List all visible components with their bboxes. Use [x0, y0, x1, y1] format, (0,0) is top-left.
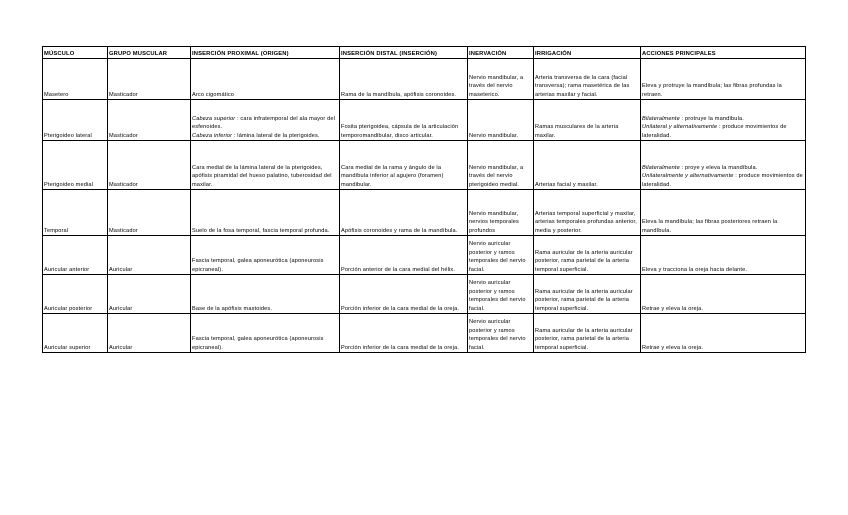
cell-grupo: Masticador — [108, 59, 191, 100]
header-insercion-proximal: INSERCIÓN PROXIMAL (ORIGEN) — [191, 47, 340, 59]
cell-irrigacion: Arterias temporal superficial y maxilar, arterias temporales profundas anterior, media y posterior. — [534, 190, 641, 236]
proximal-line-2: Cabeza inferior : lámina lateral de la pterigoides. — [192, 132, 320, 139]
proximal-line-1: Cabeza superior : cara infratemporal del ala mayor del esfenoides. — [192, 115, 336, 131]
cell-inervacion: Nervio mandibular, nervios temporales profundos — [468, 190, 534, 236]
acciones-line-2: Unilateral y alternativamente : produce movimientos de lateralidad. — [642, 124, 787, 139]
header-insercion-distal: INSERCIÓN DISTAL (INSERCIÓN) — [340, 47, 468, 59]
cell-acciones: Retrae y eleva la oreja. — [641, 314, 806, 353]
cell-musculo: Auricular posterior — [43, 275, 108, 314]
cell-proximal: Suelo de la fosa temporal, fascia temporal profunda. — [191, 190, 340, 236]
cell-irrigacion: Rama auricular de la arteria auricular posterior, rama parietal de la arteria temporal superficial. — [534, 275, 641, 314]
table-row — [43, 141, 806, 190]
cell-irrigacion: Ramas musculares de la arteria maxilar. — [534, 100, 641, 141]
cell-acciones: Eleva y protruye la mandíbula; las fibras profundas la retraen. — [641, 59, 806, 100]
cell-distal: Cara medial de la rama y ángulo de la mandíbula inferior al agujero (foramen) mandibular. — [340, 141, 468, 190]
cell-inervacion: Nervio auricular posterior y ramos temporales del nervio facial. — [468, 236, 534, 275]
table-row — [43, 59, 806, 100]
cell-distal: Porción inferior de la cara medial de la oreja. — [340, 314, 468, 353]
cell-distal: Porción anterior de la cara medial del hélix. — [340, 236, 468, 275]
acciones-line-1: Bilateralmente : proye y eleva la mandíbula. — [642, 164, 758, 171]
cell-irrigacion: Rama auricular de la arteria auricular posterior, rama parietal de la arteria temporal superficial. — [534, 236, 641, 275]
cell-musculo: Pterigoideo lateral — [43, 100, 108, 141]
cell-musculo: Auricular anterior — [43, 236, 108, 275]
table-row — [43, 275, 806, 314]
header-row — [43, 47, 806, 59]
cell-irrigacion: Arterias facial y maxilar. — [534, 141, 641, 190]
cell-acciones: Retrae y eleva la oreja. — [641, 275, 806, 314]
cell-inervacion: Nervio mandibular. — [468, 100, 534, 141]
acciones-line-2: Unilateralmente y alternativamente : produce movimientos de lateralidad. — [642, 173, 803, 188]
cell-inervacion: Nervio auricular posterior y ramos temporales del nervio facial. — [468, 275, 534, 314]
header-acciones: ACCIONES PRINCIPALES — [641, 47, 806, 59]
cell-distal: Apófisis coronoides y rama de la mandíbula. — [340, 190, 468, 236]
cell-grupo: Auricular — [108, 275, 191, 314]
table-row — [43, 100, 806, 141]
cell-grupo: Auricular — [108, 236, 191, 275]
cell-acciones: Eleva la mandíbula; las fibras posteriores retraen la mandíbula. — [641, 190, 806, 236]
cell-musculo: Masetero — [43, 59, 108, 100]
acciones-line-1: Bilateralmente : protruye la mandíbula. — [642, 115, 744, 122]
cell-grupo: Masticador — [108, 141, 191, 190]
header-irrigacion: IRRIGACIÓN — [534, 47, 641, 59]
header-grupo-muscular: GRUPO MUSCULAR — [108, 47, 191, 59]
cell-proximal — [191, 100, 340, 141]
cell-proximal: Base de la apófisis mastoides. — [191, 275, 340, 314]
cell-irrigacion: Arteria transversa de la cara (facial transversa); rama masetérica de las arterias maxilar y facial. — [534, 59, 641, 100]
cell-distal: Rama de la mandíbula, apófisis coronoides. — [340, 59, 468, 100]
table-row — [43, 236, 806, 275]
header-inervacion: INERVACIÓN — [468, 47, 534, 59]
cell-proximal: Arco cigomático — [191, 59, 340, 100]
cell-grupo: Masticador — [108, 100, 191, 141]
cell-distal: Fosita pterigoidea, cápsula de la articulación temporomandibular, disco articular. — [340, 100, 468, 141]
cell-inervacion: Nervio auricular posterior y ramos temporales del nervio facial. — [468, 314, 534, 353]
cell-musculo: Temporal — [43, 190, 108, 236]
header-musculo: MÚSCULO — [43, 47, 108, 59]
cell-musculo: Auricular superior — [43, 314, 108, 353]
cell-proximal: Fascia temporal, galea aponeurótica (aponeurosis epicraneal). — [191, 314, 340, 353]
cell-irrigacion: Rama auricular de la arteria auricular posterior, rama parietal de la arteria temporal superficial. — [534, 314, 641, 353]
cell-grupo: Auricular — [108, 314, 191, 353]
table-row — [43, 314, 806, 353]
cell-inervacion: Nervio mandibular, a través del nervio pterigoideo medial. — [468, 141, 534, 190]
cell-proximal: Cara medial de la lámina lateral de la pterigoides, apófisis piramidal del hueso palatino, tuberosidad del maxilar. — [191, 141, 340, 190]
table-row — [43, 190, 806, 236]
cell-acciones: Eleva y tracciona la oreja hacia delante. — [641, 236, 806, 275]
cell-acciones — [641, 100, 806, 141]
cell-proximal: Fascia temporal, galea aponeurótica (aponeurosis epicraneal). — [191, 236, 340, 275]
cell-inervacion: Nervio mandibular, a través del nervio maseterico. — [468, 59, 534, 100]
muscle-table — [42, 46, 806, 353]
cell-grupo: Masticador — [108, 190, 191, 236]
cell-acciones — [641, 141, 806, 190]
cell-distal: Porción inferior de la cara medial de la oreja. — [340, 275, 468, 314]
cell-musculo: Pterigoideo medial — [43, 141, 108, 190]
